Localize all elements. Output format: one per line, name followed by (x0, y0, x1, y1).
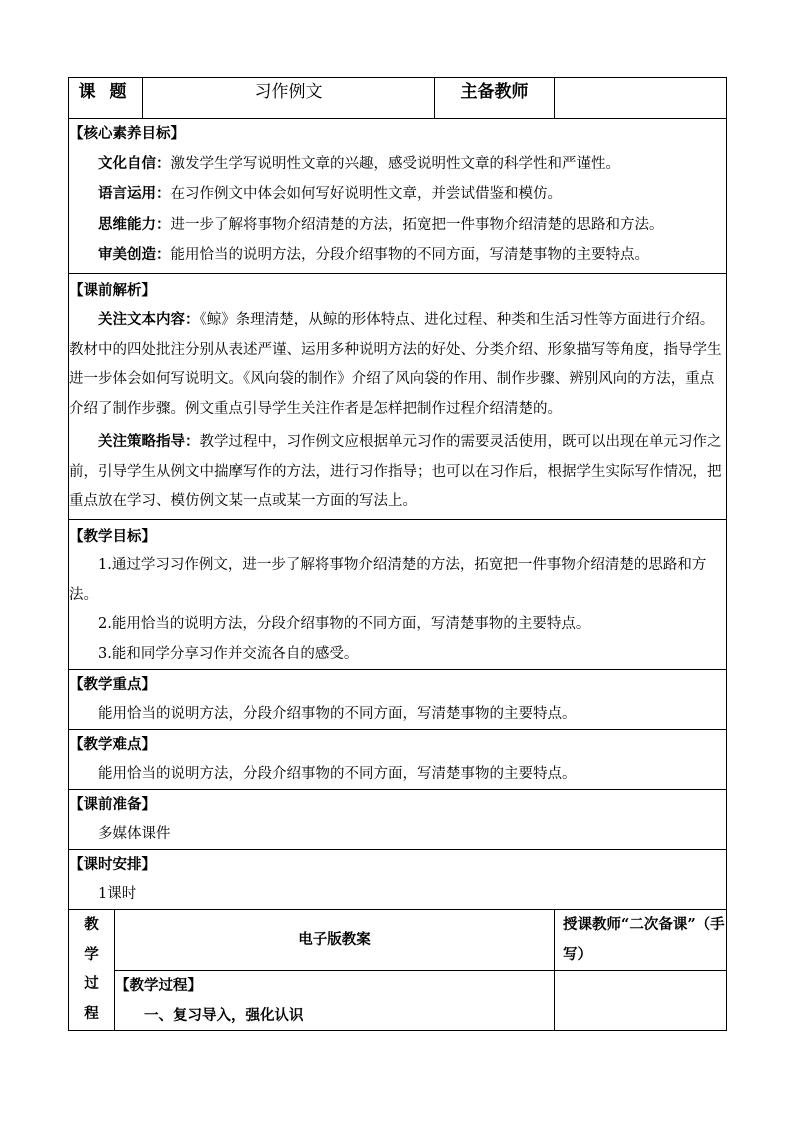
objective-item: 3.能和同学分享习作并交流各自的感受。 (98, 645, 359, 662)
key-points-row (69, 670, 727, 730)
preparation-section (69, 790, 727, 850)
difficulties-text: 能用恰当的说明方法，分段介绍事物的不同方面，写清楚事物的主要特点。 (98, 765, 577, 782)
core-goal-item: 文化自信：激发学生学写说明性文章的兴趣，感受说明性文章的科学性和严谨性。 (98, 154, 620, 172)
analysis-title: 【课前解析】 (69, 281, 156, 299)
process-electronic-header: 电子版教案 (115, 910, 555, 971)
analysis-paragraph: 关注文本内容：《鲸》条理清楚，从鲸的形体特点、进化过程、种类和生活习性等方面进行介绍。教材中的四处批注分别从表述严谨、运用多种说明方法的好处、分类介绍、形象描写等角度，指导学生进一步体会如何写说明文。《风向袋的制作》介绍了风向袋的作用、制作步骤、辨别风向的方法，重点介绍了制作步骤。例文重点引导学生关注作者是怎样把制作过程介绍清楚的。 (69, 311, 722, 417)
objective-item: 2.能用恰当的说明方法，分段介绍事物的不同方面，写清楚事物的主要特点。 (98, 616, 591, 632)
topic-label: 课题 (69, 78, 143, 119)
process-handwritten-cell (555, 971, 727, 1031)
schedule-text: 1课时 (98, 885, 137, 902)
key-points-title: 【教学重点】 (69, 676, 156, 693)
core-goal-item: 思维能力：进一步了解将事物介绍清楚的方法，拓宽把一件事物介绍清楚的思路和方法。 (98, 215, 664, 233)
topic-value: 习作例文 (143, 78, 435, 119)
key-points-section (69, 670, 727, 730)
difficulties-title: 【教学难点】 (69, 736, 156, 753)
process-body-row (69, 971, 727, 1031)
core-goal-item: 语言运用：在习作例文中体会如何写好说明性文章，并尝试借鉴和模仿。 (98, 185, 562, 202)
process-handwritten-header: 授课教师“二次备课”（手写） (555, 910, 727, 971)
schedule-section (69, 850, 727, 910)
difficulties-row (69, 730, 727, 790)
core-goals-title: 【核心素养目标】 (69, 125, 185, 142)
objectives-section (69, 519, 727, 670)
process-step-1: 一、复习导入，强化认识 (144, 1006, 304, 1024)
difficulties-section (69, 730, 727, 790)
header-row (69, 78, 727, 119)
process-body-title: 【教学过程】 (115, 977, 202, 994)
preparation-text: 多媒体课件 (98, 825, 171, 842)
analysis-paragraph: 关注策略指导：教学过程中，习作例文应根据单元习作的需要灵活使用，既可以出现在单元习作之前，引导学生从例文中揣摩写作的方法，进行习作指导；也可以在习作后，根据学生实际写作情况，把重点放在学习、模仿例文某一点或某一方面的写法上。 (69, 433, 722, 509)
key-points-text: 能用恰当的说明方法，分段介绍事物的不同方面，写清楚事物的主要特点。 (98, 705, 577, 722)
teacher-value (555, 78, 727, 119)
analysis-row (69, 273, 727, 519)
preparation-title: 【课前准备】 (69, 796, 156, 813)
lesson-plan-table (68, 77, 727, 1031)
core-goals-row (69, 119, 727, 274)
objectives-title: 【教学目标】 (69, 527, 156, 545)
objective-item: 1.通过学习习作例文，进一步了解将事物介绍清楚的方法，拓宽把一件事物介绍清楚的思路和方法。 (69, 557, 707, 603)
core-goals-section (69, 119, 727, 274)
objectives-row (69, 519, 727, 670)
preparation-row (69, 790, 727, 850)
process-side-label: 教 学 过 程 (69, 910, 115, 1031)
schedule-row (69, 850, 727, 910)
analysis-section (69, 273, 727, 519)
process-header-row (69, 910, 727, 971)
core-goal-item: 审美创造：能用恰当的说明方法，分段介绍事物的不同方面，写清楚事物的主要特点。 (98, 246, 649, 263)
process-body (115, 971, 555, 1031)
schedule-title: 【课时安排】 (69, 856, 156, 873)
teacher-label: 主备教师 (435, 78, 555, 119)
